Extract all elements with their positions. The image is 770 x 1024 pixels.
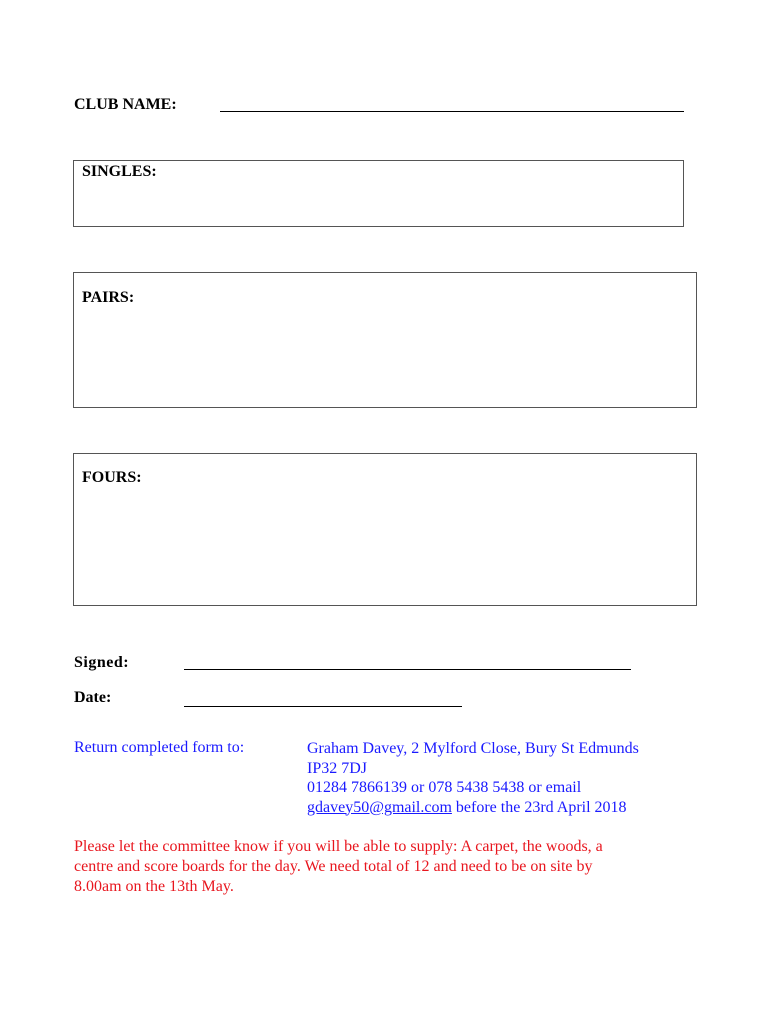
address-line-1: Graham Davey, 2 Mylford Close, Bury St Edmunds [307, 740, 639, 757]
email-deadline-line [307, 798, 639, 818]
deadline-text: before the 23rd April 2018 [451, 798, 627, 816]
pairs-box[interactable] [73, 272, 697, 408]
date-field[interactable] [184, 706, 462, 707]
email-link[interactable]: gdavey50@gmail.com [307, 798, 452, 816]
fours-box[interactable] [73, 453, 697, 606]
note-line-1: Please let the committee know if you will be able to supply: A carpet, the woods, a [74, 838, 603, 855]
return-label: Return completed form to: [74, 739, 245, 756]
club-name-field[interactable] [220, 111, 684, 112]
club-name-label: CLUB NAME: [74, 96, 177, 113]
committee-note [74, 837, 714, 897]
pairs-label: PAIRS: [82, 289, 135, 306]
singles-box[interactable] [73, 160, 684, 227]
date-label: Date: [74, 689, 112, 706]
singles-label: SINGLES: [82, 163, 157, 180]
return-address [307, 739, 639, 817]
address-line-2: IP32 7DJ [307, 759, 368, 777]
note-line-2: centre and score boards for the day. We need total of 12 and need to be on site by [74, 858, 593, 875]
phone-line: 01284 7866139 or 078 5438 5438 or email [307, 779, 582, 796]
note-line-3: 8.00am on the 13th May. [74, 878, 234, 895]
signed-field[interactable] [184, 669, 631, 670]
fours-label: FOURS: [82, 469, 142, 486]
signed-label: Signed: [74, 654, 130, 671]
